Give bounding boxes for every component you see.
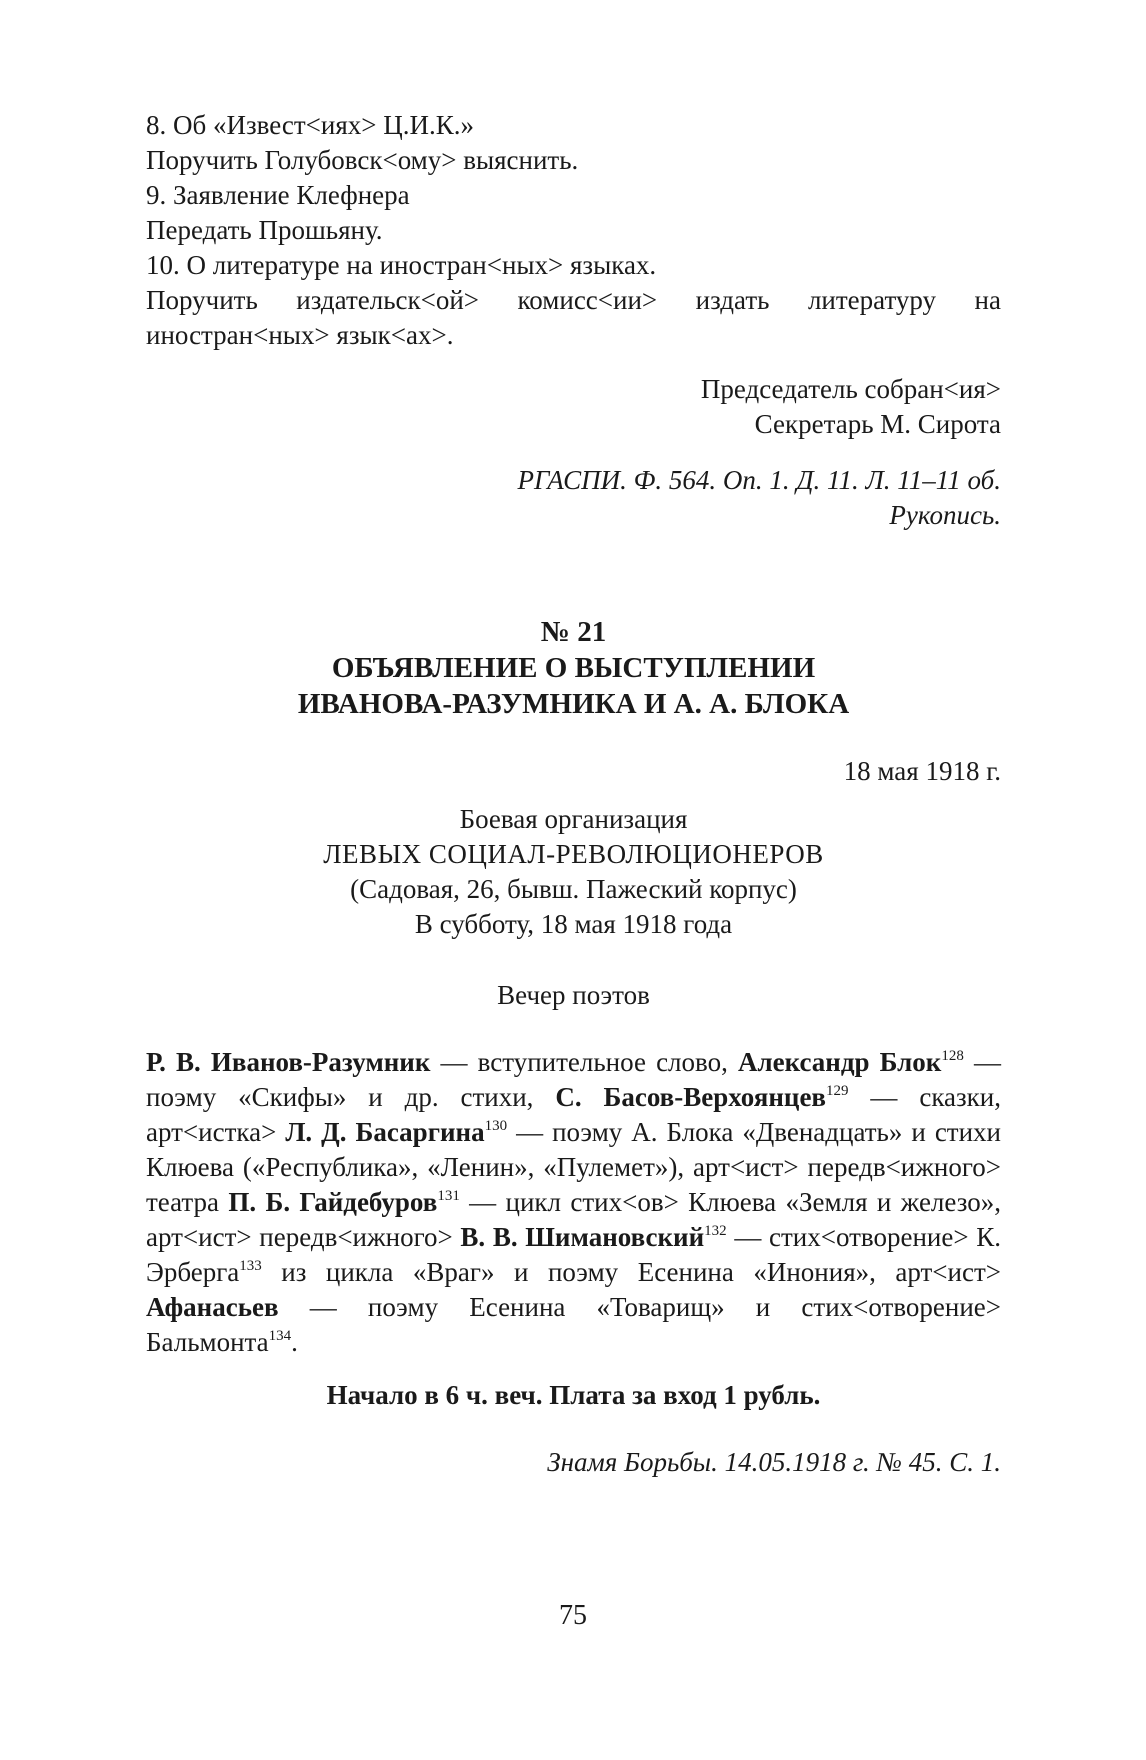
event-title: Вечер поэтов bbox=[497, 980, 650, 1010]
program-fragment: — цикл стих<ов> Клюева «Земля и железо», арт<ист> передв<ижного> bbox=[146, 1187, 1001, 1252]
performer-name: Л. Д. Басаргина bbox=[285, 1117, 485, 1147]
minutes-line: 8. Об «Извест<иях> Ц.И.К.» bbox=[146, 110, 475, 140]
footnote-ref: 129 bbox=[826, 1083, 849, 1099]
archive-reference bbox=[146, 463, 1001, 533]
source-block bbox=[146, 1445, 1001, 1480]
program-fragment: — вступительное слово, bbox=[430, 1047, 738, 1077]
program-fragment: — поэму «Скифы» и др. стихи, bbox=[146, 1047, 1001, 1112]
minutes-line: Поручить Голубовск<ому> выяснить. bbox=[146, 145, 579, 175]
signature-secretary: Секретарь М. Сирота bbox=[754, 409, 1001, 439]
event-title-block bbox=[146, 978, 1001, 1013]
performer-name: Р. В. Иванов-Разумник bbox=[146, 1047, 431, 1077]
minutes-items bbox=[146, 108, 1001, 353]
program-fragment: — поэму А. Блока «Двенадцать» и стихи Клюева («Республика», «Ленин», «Пулемет»), арт<ист> передв<ижного> театра bbox=[146, 1117, 1002, 1217]
minutes-line: 9. Заявление Клефнера bbox=[146, 180, 410, 210]
performer-name: Афанасьев bbox=[146, 1292, 279, 1322]
program-fragment: — поэму Есенина «Товарищ» и стих<отворение> Бальмонта bbox=[146, 1292, 1001, 1357]
archive-ref: РГАСПИ. Ф. 564. Оп. 1. Д. 11. Л. 11–11 об. bbox=[517, 465, 1001, 495]
document-date: 18 мая 1918 г. bbox=[843, 756, 1001, 786]
footnote-ref: 134 bbox=[268, 1328, 292, 1344]
organization-line: Боевая организация bbox=[459, 804, 688, 834]
program-fragment: — стих<отворение> К. Эрберга bbox=[146, 1222, 1001, 1287]
minutes-line: 10. О литературе на иностран<ных> языках. bbox=[146, 250, 657, 280]
program-text bbox=[146, 1045, 1001, 1360]
date-line: В субботу, 18 мая 1918 года bbox=[414, 909, 733, 939]
document-heading bbox=[146, 614, 1001, 722]
program-paragraph bbox=[146, 1045, 1001, 1360]
document-number: № 21 bbox=[540, 616, 607, 648]
document-date-block bbox=[146, 754, 1001, 789]
performer-name: С. Басов-Верхоянцев bbox=[555, 1082, 827, 1112]
footnote-ref: 133 bbox=[239, 1258, 262, 1274]
document-title-line2: ИВАНОВА-РАЗУМНИКА И А. А. БЛОКА bbox=[297, 688, 850, 720]
program-fragment: из цикла «Враг» и поэму Есенина «Инония», арт<ист> bbox=[261, 1257, 1001, 1287]
start-info: Начало в 6 ч. веч. Плата за вход 1 рубль. bbox=[326, 1380, 821, 1410]
start-info-block bbox=[146, 1378, 1001, 1413]
announcement-header bbox=[146, 802, 1001, 942]
footnote-ref: 128 bbox=[941, 1048, 964, 1064]
performer-name: Александр Блок bbox=[737, 1047, 942, 1077]
performer-name: В. В. Шимановский bbox=[460, 1222, 705, 1252]
source-reference: Знамя Борьбы. 14.05.1918 г. № 45. С. 1. bbox=[547, 1447, 1001, 1477]
address-line: (Садовая, 26, бывш. Пажеский корпус) bbox=[350, 874, 797, 904]
program-fragment: . bbox=[291, 1327, 298, 1357]
footnote-ref: 132 bbox=[704, 1223, 727, 1239]
footnote-ref: 130 bbox=[484, 1118, 508, 1134]
minutes-signatures bbox=[146, 372, 1001, 442]
performer-name: П. Б. Гайдебуров bbox=[228, 1187, 438, 1217]
minutes-line: Поручить издательск<ой> комисс<ии> издать литературу на иностран<ных> язык<ах>. bbox=[146, 285, 1001, 350]
document-title-line1: ОБЪЯВЛЕНИЕ О ВЫСТУПЛЕНИИ bbox=[331, 652, 816, 684]
archive-note: Рукопись. bbox=[889, 500, 1001, 530]
page-number: 75 bbox=[559, 1600, 587, 1631]
program-fragment: — сказки, арт<истка> bbox=[146, 1082, 1001, 1147]
footnote-ref: 131 bbox=[437, 1188, 460, 1204]
minutes-line: Передать Прошьяну. bbox=[146, 215, 383, 245]
organization-name: ЛЕВЫХ СОЦИАЛ-РЕВОЛЮЦИОНЕРОВ bbox=[323, 839, 824, 869]
signature-chair: Председатель собран<ия> bbox=[700, 374, 1001, 404]
